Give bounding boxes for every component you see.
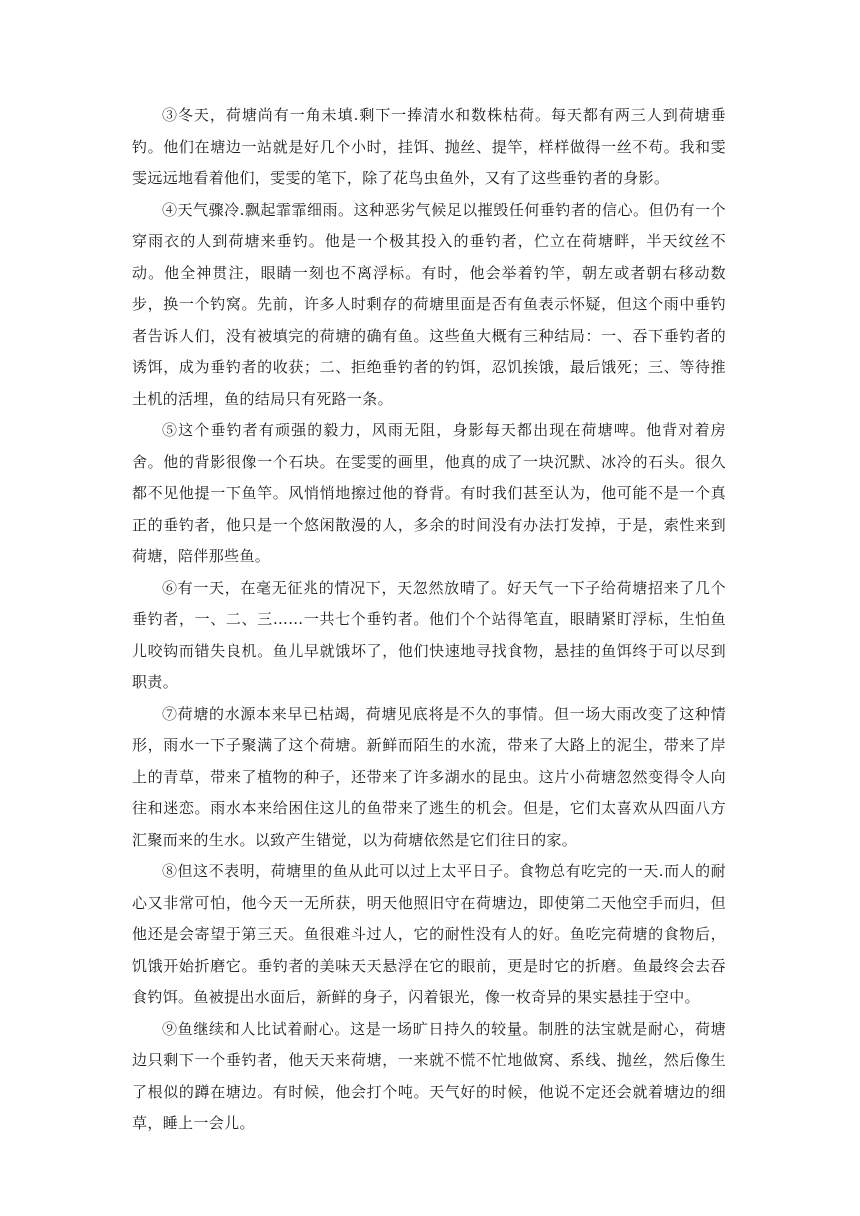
paragraph-7: ⑦荷塘的水源本来早已枯竭，荷塘见底将是不久的事情。但一场大雨改变了这种情形，雨水一下子聚满了这个荷塘。新鲜而陌生的水流，带来了大路上的泥尘，带来了岸上的青草，带来了植物的种子，还带来了许多湖水的昆虫。这片小荷塘忽然变得令人向往和迷恋。雨水本来给困住这儿的鱼带来了逃生的机会。但是，它们太喜欢从四面八方汇聚而来的生水。以致产生错觉，以为荷塘依然是它们往日的家。 — [132, 704, 726, 849]
paragraph-5: ⑤这个垂钓者有顽强的毅力，风雨无阻，身影每天都出现在荷塘啤。他背对着房舍。他的背影很像一个石块。在雯雯的画里，他真的成了一块沉默、冰冷的石头。很久都不见他提一下鱼竿。风悄悄地擦过他的脊背。有时我们甚至认为，他可能不是一个真正的垂钓者，他只是一个悠闲散漫的人，多余的时间没有办法打发掉，于是，索性来到荷塘，陪伴那些鱼。 — [132, 421, 726, 565]
document-body — [132, 100, 726, 1140]
paragraph-4: ④天气骤冷.飘起霏霏细雨。这种恶劣气候足以摧毁任何垂钓者的信心。但仍有一个穿雨衣的人到荷塘来垂钓。他是一个极其投入的垂钓者，伫立在荷塘畔，半天纹丝不动。他全神贯注，眼睛一刻也不离浮标。有时，他会举着钓竿，朝左或者朝右移动数步，换一个钓窝。先前，许多人时剩存的荷塘里面是否有鱼表示怀疑，但这个雨中垂钓者告诉人们，没有被填完的荷塘的确有鱼。这些鱼大概有三种结局：一、吞下垂钓者的诱饵，成为垂钓者的收获；二、拒绝垂钓者的钓饵，忍饥挨饿，最后饿死；三、等待推土机的活埋，鱼的结局只有死路一条。 — [132, 200, 726, 408]
paragraph-8: ⑧但这不表明，荷塘里的鱼从此可以过上太平日子。食物总有吃完的一天.而人的耐心又非常可怕，他今天一无所获，明天他照旧守在荷塘边，即使第二天他空手而归，但他还是会寄望于第三天。鱼很难斗过人，它的耐性没有人的好。鱼吃完荷塘的食物后，饥饿开始折磨它。垂钓者的美味天天悬浮在它的眼前，更是时它的折磨。鱼最终会去吞食钓饵。鱼被提出水面后，新鲜的身子，闪着银光，像一枚奇异的果实悬挂于空中。 — [132, 862, 726, 1006]
paragraph-9: ⑨鱼继续和人比试着耐心。这是一场旷日持久的较量。制胜的法宝就是耐心，荷塘边只剩下一个垂钓者，他天天来荷塘，一来就不慌不忙地做窝、系线、抛丝，然后像生了根似的蹲在塘边。有时候，他会打个吨。天气好的时候，他说不定还会就着塘边的细草，睡上一会儿。 — [132, 1019, 726, 1132]
paragraph-6: ⑥有一天，在毫无征兆的情况下，天忽然放晴了。好天气一下子给荷塘招来了几个垂钓者，一、二、三……一共七个垂钓者。他们个个站得笔直，眼睛紧盯浮标，生怕鱼儿咬钩而错失良机。鱼儿早就饿坏了，他们快速地寻找食物，悬挂的鱼饵终于可以尽到职责。 — [132, 578, 726, 691]
paragraph-3: ③冬天，荷塘尚有一角未填.剩下一捧清水和数株枯荷。每天都有两三人到荷塘垂钓。他们在塘边一站就是好几个小时，挂饵、抛丝、提竿，样样做得一丝不苟。我和雯雯远远地看着他们，雯雯的笔下，除了花鸟虫鱼外，又有了这些垂钓者的身影。 — [132, 106, 726, 187]
